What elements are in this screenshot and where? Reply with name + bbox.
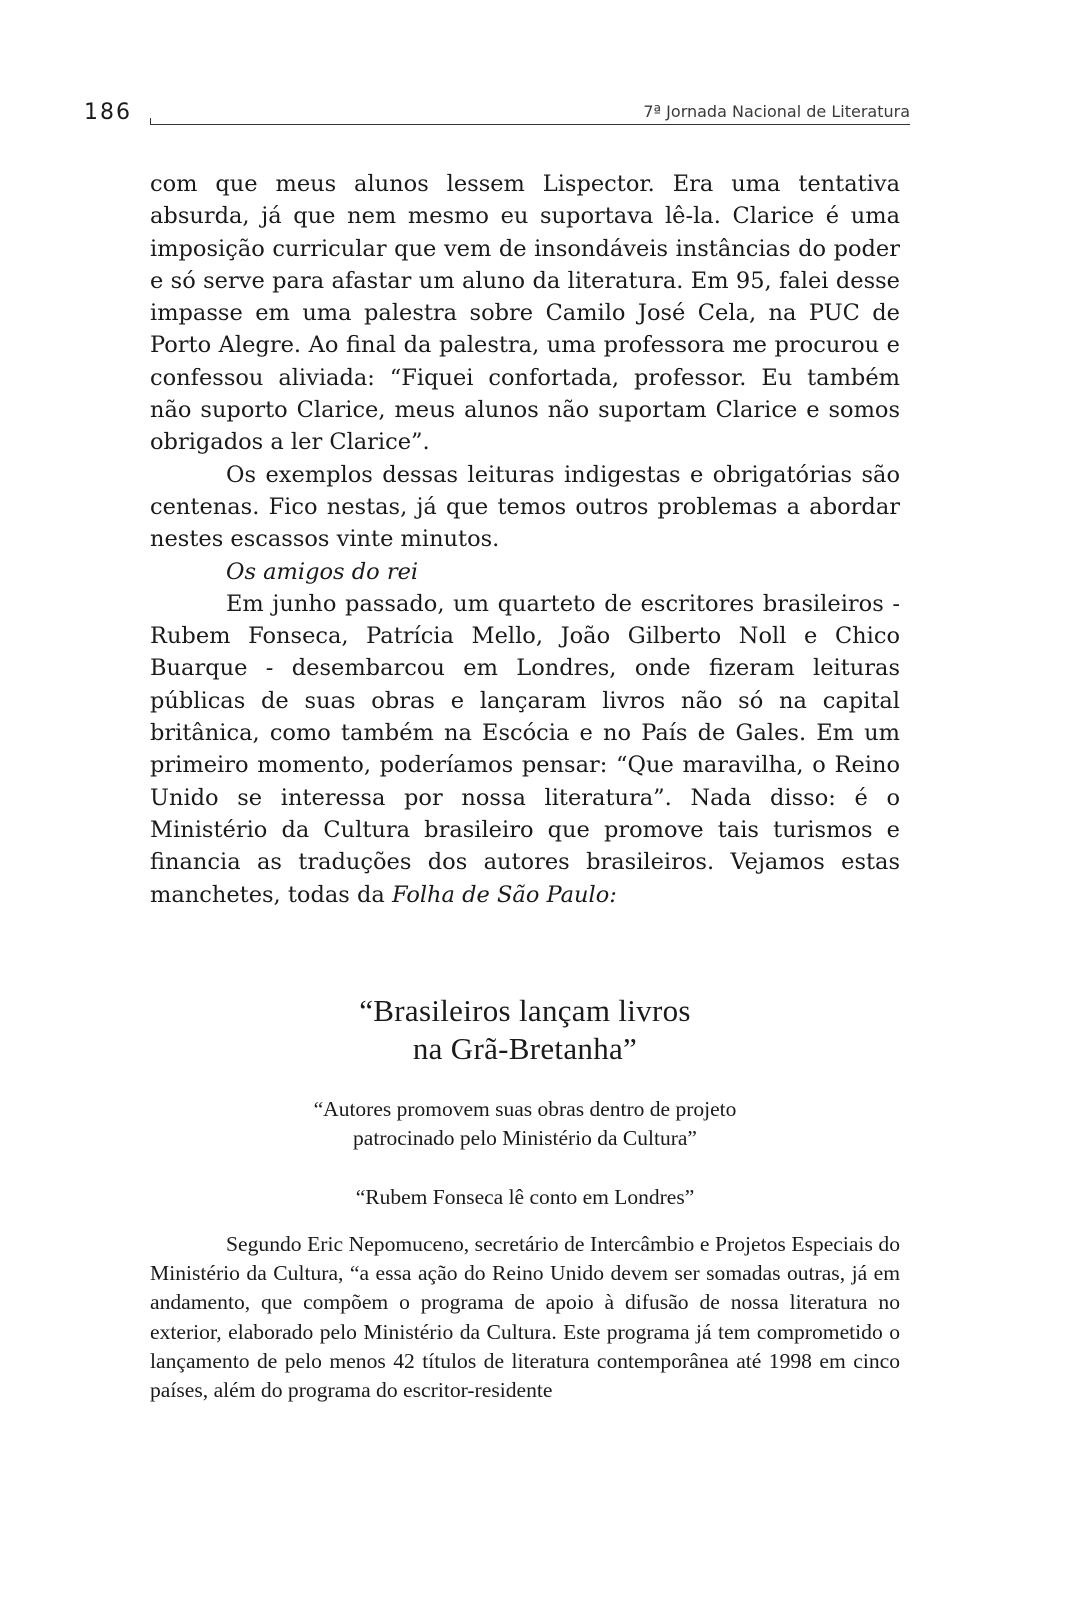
main-body	[150, 168, 900, 911]
paragraph-3-text: Em junho passado, um quarteto de escritores brasileiros - Rubem Fonseca, Patrícia Mello, João Gilberto Noll e Chico Buarque - desembarcou em Londres, onde fizeram leituras públicas de suas obras e lançaram livros não só na capital britânica, como também na Escócia e no País de Gales. Em um primeiro momento, poderíamos pensar: “Que maravilha, o Reino Unido se interessa por nossa literatura”. Nada disso: é o Ministério da Cultura brasileiro que promove tais turismos e financia as traduções dos autores brasileiros. Vejamos estas manchetes, todas da	[150, 590, 900, 908]
headline-main-line-1: “Brasileiros lançam livros	[359, 993, 691, 1028]
page-number: 186	[84, 100, 132, 125]
header-rule	[150, 124, 910, 125]
section-subheading: Os amigos do rei	[226, 558, 419, 585]
paragraph-2: Os exemplos dessas leituras indigestas e obrigatórias são centenas. Fico nestas, já que temos outros problemas a abordar nestes escassos vinte minutos.	[150, 461, 900, 553]
headline-main	[150, 992, 900, 1068]
headline-sub-1	[150, 1095, 900, 1153]
headline-sub-2	[150, 1183, 900, 1212]
newspaper-title: Folha de São Paulo:	[391, 881, 617, 908]
headline-sub-2-line: “Rubem Fonseca lê conto em Londres”	[355, 1185, 695, 1209]
headline-sub-1-line-2: patrocinado pelo Ministério da Cultura”	[353, 1126, 697, 1150]
paragraph-3	[150, 588, 900, 911]
paragraph-4: Segundo Eric Nepomuceno, secretário de Intercâmbio e Projetos Especiais do Ministério da Cultura, “a essa ação do Reino Unido devem ser somadas outras, já em andamento, que compõem o programa de apoio à difusão de nossa literatura no exterior, elaborado pelo Ministério da Cultura. Este programa já tem comprometido o lançamento de pelo menos 42 títulos de literatura contemporânea até 1998 em cinco países, além do programa do escritor-residente	[150, 1232, 900, 1403]
headline-main-line-2: na Grã-Bretanha”	[412, 1031, 638, 1066]
headline-sub-1-line-1: “Autores promovem suas obras dentro de projeto	[313, 1097, 737, 1121]
lower-body	[150, 1230, 900, 1405]
paragraph-1: com que meus alunos lessem Lispector. Era uma tentativa absurda, já que nem mesmo eu suportava lê-la. Clarice é uma imposição curricular que vem de insondáveis instâncias do poder e só serve para afastar um aluno da literatura. Em 95, falei desse impasse em uma palestra sobre Camilo José Cela, na PUC de Porto Alegre. Ao final da palestra, uma professora me procurou e confessou aliviada: “Fiquei confortada, professor. Eu também não suporto Clarice, meus alunos não suportam Clarice e somos obrigados a ler Clarice”.	[150, 171, 900, 456]
running-title: 7ª Jornada Nacional de Literatura	[643, 102, 910, 121]
